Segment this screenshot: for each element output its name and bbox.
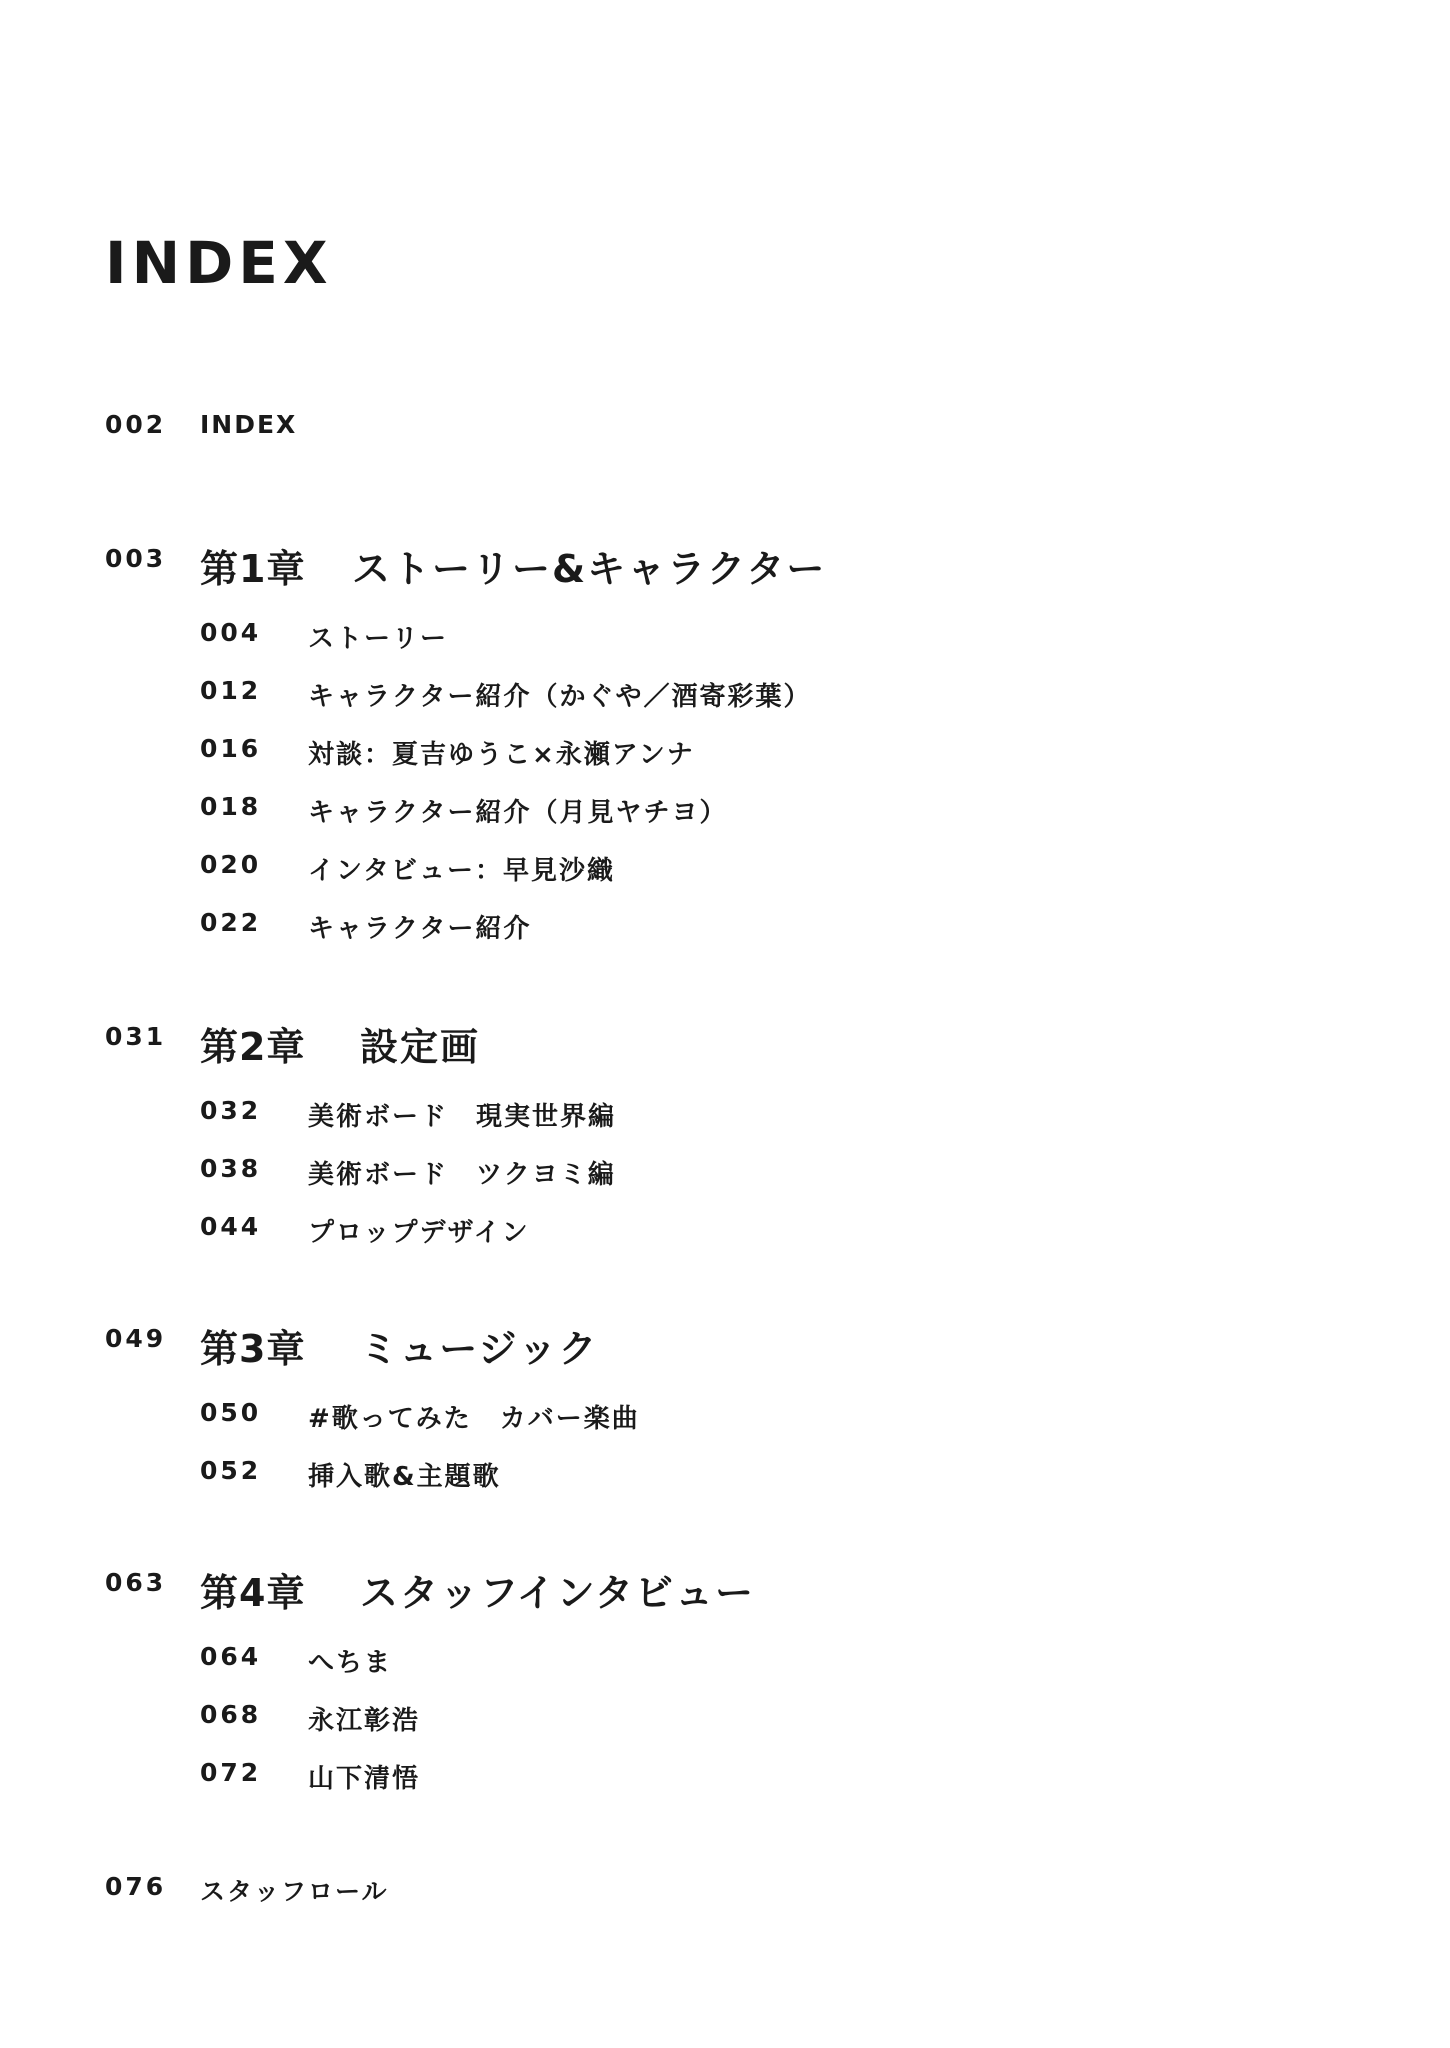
chapter-number: 第1章 bbox=[200, 547, 306, 591]
page-number: 018 bbox=[200, 792, 262, 821]
entry-label: 永江彰浩 bbox=[308, 1706, 421, 1736]
entry-label: キャラクター紹介（かぐや／酒寄彩葉） bbox=[308, 682, 812, 712]
entry-label: キャラクター紹介 bbox=[308, 914, 532, 944]
entry-label: へちま bbox=[308, 1648, 393, 1678]
page-number: 052 bbox=[200, 1456, 262, 1485]
chapter-number: 第4章 bbox=[200, 1571, 306, 1615]
entry-label: ストーリー bbox=[308, 624, 449, 654]
entry-label: 挿入歌&主題歌 bbox=[308, 1462, 501, 1492]
page-number: 038 bbox=[200, 1154, 262, 1183]
entry-label: 美術ボード ツクヨミ編 bbox=[308, 1160, 616, 1190]
page-number: 076 bbox=[105, 1872, 167, 1901]
entry-label: 美術ボード 現実世界編 bbox=[308, 1102, 617, 1132]
page-number: 020 bbox=[200, 850, 262, 879]
page-number: 072 bbox=[200, 1758, 262, 1787]
page-number: 031 bbox=[105, 1022, 167, 1051]
page-number: 004 bbox=[200, 618, 262, 647]
entry-label: INDEX bbox=[200, 410, 298, 439]
page-number: 012 bbox=[200, 676, 262, 705]
entry-label: スタッフロール bbox=[200, 1877, 389, 1906]
page-number: 068 bbox=[200, 1700, 262, 1729]
entry-label: キャラクター紹介（月見ヤチヨ） bbox=[308, 798, 728, 828]
page-number: 044 bbox=[200, 1212, 262, 1241]
page-number: 002 bbox=[105, 410, 167, 439]
entry-label: インタビュー：早見沙織 bbox=[308, 856, 615, 886]
page-number: 022 bbox=[200, 908, 262, 937]
chapter-number: 第2章 bbox=[200, 1025, 306, 1069]
chapter-number: 第3章 bbox=[200, 1327, 306, 1371]
entry-label: 山下清悟 bbox=[308, 1764, 421, 1794]
page-number: 003 bbox=[105, 544, 167, 573]
page-number: 016 bbox=[200, 734, 262, 763]
entry-label: プロップデザイン bbox=[308, 1218, 530, 1248]
page-number: 032 bbox=[200, 1096, 262, 1125]
page-number: 064 bbox=[200, 1642, 262, 1671]
page-number: 063 bbox=[105, 1568, 167, 1597]
entry-label: #歌ってみた カバー楽曲 bbox=[308, 1404, 640, 1434]
page-number: 050 bbox=[200, 1398, 262, 1427]
page-title: INDEX bbox=[105, 229, 333, 297]
chapter-title: 設定画 bbox=[360, 1025, 481, 1069]
entry-label: 対談：夏吉ゆうこ×永瀬アンナ bbox=[308, 740, 695, 770]
chapter-title: ストーリー&キャラクター bbox=[352, 547, 827, 591]
chapter-title: スタッフインタビュー bbox=[360, 1571, 756, 1615]
chapter-title: ミュージック bbox=[360, 1327, 599, 1371]
page-number: 049 bbox=[105, 1324, 167, 1353]
